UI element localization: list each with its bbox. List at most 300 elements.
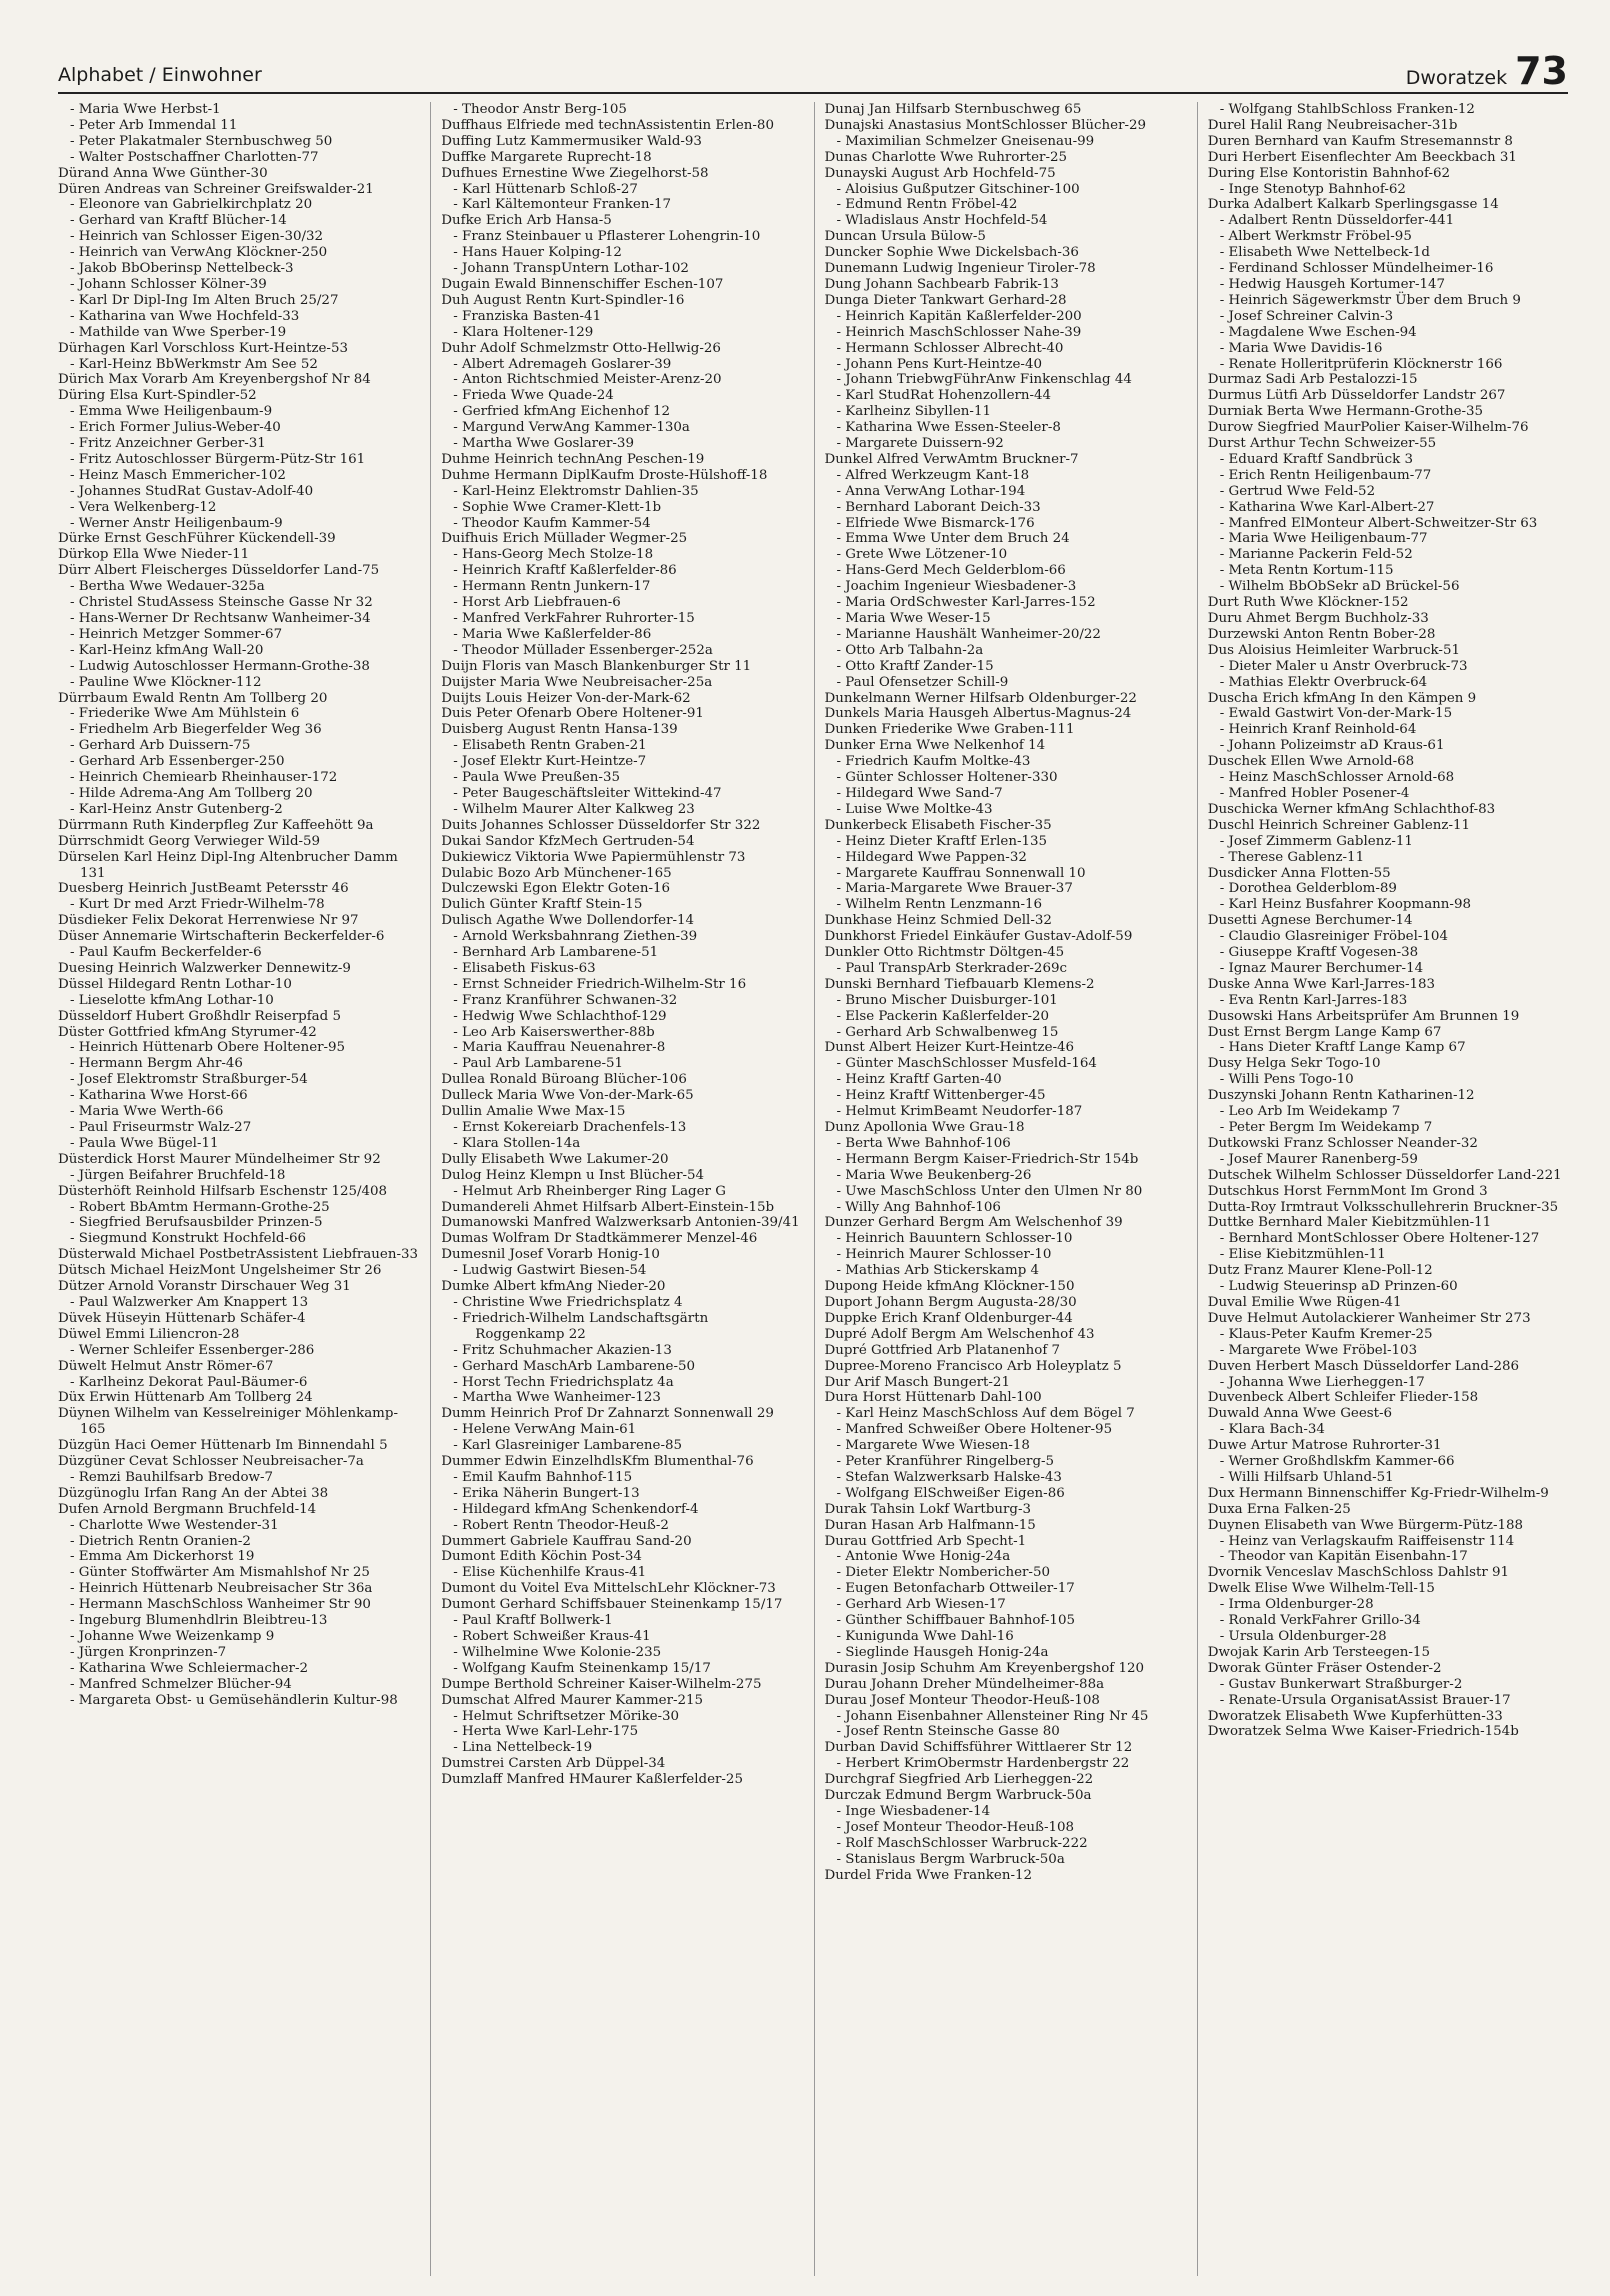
directory-entry: - Claudio Glasreiniger Fröbel-104 xyxy=(1208,929,1568,945)
directory-entry: - Karlheinz Dekorat Paul-Bäumer-6 xyxy=(58,1375,418,1391)
directory-entry: - Heinrich Maurer Schlosser-10 xyxy=(825,1247,1185,1263)
directory-entry: - Gustav Bunkerwart Straßburger-2 xyxy=(1208,1677,1568,1693)
directory-entry: Dunaj Jan Hilfsarb Sternbuschweg 65 xyxy=(824,102,1082,117)
directory-entry: - Wilhelm BbObSekr aD Brückel-56 xyxy=(1208,579,1568,595)
directory-entry: - Paul TranspArb Sterkrader-269c xyxy=(825,961,1185,977)
directory-entry: Dupré Adolf Bergm Am Welschenhof 43 xyxy=(824,1326,1095,1342)
directory-entry: Durau Gottfried Arb Specht-1 xyxy=(824,1533,1027,1549)
directory-entry: - Hermann Schlosser Albrecht-40 xyxy=(825,341,1185,357)
directory-entry: - Johann Polizeimstr aD Kraus-61 xyxy=(1208,738,1568,754)
directory-entry: - Heinz Kraftf Wittenberger-45 xyxy=(825,1088,1185,1104)
directory-entry: Dumpe Berthold Schreiner Kaiser-Wilhelm-275 xyxy=(441,1676,762,1692)
directory-entry: - Wilhelm Maurer Alter Kalkweg 23 xyxy=(441,802,801,818)
directory-entry: - Emil Kaufm Bahnhof-115 xyxy=(441,1470,801,1486)
directory-entry: Dunkerbeck Elisabeth Fischer-35 xyxy=(824,817,1052,833)
directory-entry: - Irma Oldenburger-28 xyxy=(1208,1597,1568,1613)
directory-entry: - Kunigunda Wwe Dahl-16 xyxy=(825,1629,1185,1645)
directory-entry: Dunkler Otto Richtmstr Döltgen-45 xyxy=(824,945,1065,961)
directory-entry: Duve Helmut Autolackierer Wanheimer Str 273 xyxy=(1207,1310,1531,1326)
directory-entry: - Dieter Elektr Nombericher-50 xyxy=(825,1565,1185,1581)
directory-entry: - Emma Wwe Unter dem Bruch 24 xyxy=(825,531,1185,547)
directory-entry: - Ludwig Steuerinsp aD Prinzen-60 xyxy=(1208,1279,1568,1295)
directory-entry: Dumandereli Ahmet Hilfsarb Albert-Einstein-15b xyxy=(441,1199,775,1215)
directory-entry: - Erich Former Julius-Weber-40 xyxy=(58,420,418,436)
directory-entry: Dumont du Voitel Eva MittelschLehr Klöckner-73 xyxy=(441,1581,776,1597)
directory-entry: - Hans-Georg Mech Stolze-18 xyxy=(441,547,801,563)
directory-entry: Duppke Erich Kranf Oldenburger-44 xyxy=(824,1310,1073,1326)
directory-entry: Dumm Heinrich Prof Dr Zahnarzt Sonnenwall 29 xyxy=(441,1406,774,1422)
directory-entry: - Hans Dieter Kraftf Lange Kamp 67 xyxy=(1208,1040,1568,1056)
directory-entry: - Margareta Obst- u Gemüsehändlerin Kultur-98 xyxy=(58,1693,418,1709)
directory-entry: Düx Erwin Hüttenarb Am Tollberg 24 xyxy=(58,1390,313,1406)
directory-entry: - Stefan Walzwerksarb Halske-43 xyxy=(825,1470,1185,1486)
directory-entry: - Ernst Kokereiarb Drachenfels-13 xyxy=(441,1120,801,1136)
directory-entry: Duffing Lutz Kammermusiker Wald-93 xyxy=(441,133,702,149)
directory-entry: - Elfriede Wwe Bismarck-176 xyxy=(825,516,1185,532)
directory-entry: - Maria Kauffrau Neuenahrer-8 xyxy=(441,1040,801,1056)
directory-entry: - Elisabeth Fiskus-63 xyxy=(441,961,801,977)
directory-entry: Dupré Gottfried Arb Platanenhof 7 xyxy=(824,1342,1061,1358)
directory-entry: - Heinrich Kranf Reinhold-64 xyxy=(1208,722,1568,738)
directory-entry: - Ferdinand Schlosser Mündelheimer-16 xyxy=(1208,261,1568,277)
column-4 xyxy=(1197,102,1568,2276)
directory-entry: Durzewski Anton Rentn Bober-28 xyxy=(1207,626,1436,642)
directory-entry: - Herta Wwe Karl-Lehr-175 xyxy=(441,1724,801,1740)
directory-entry: - Elisabeth Wwe Nettelbeck-1d xyxy=(1208,245,1568,261)
directory-entry: - Hermann Bergm Ahr-46 xyxy=(58,1056,418,1072)
directory-entry: Dworatzek Elisabeth Wwe Kupferhütten-33 xyxy=(1207,1708,1503,1724)
directory-entry: Dutschek Wilhelm Schlosser Düsseldorfer Land-221 xyxy=(1207,1167,1562,1183)
directory-entry: - Werner Anstr Heiligenbaum-9 xyxy=(58,516,418,532)
directory-entry: Düssel Hildegard Rentn Lothar-10 xyxy=(58,976,292,992)
directory-entry: Düster Gottfried kfmAng Styrumer-42 xyxy=(58,1024,317,1040)
directory-entry: Duncker Sophie Wwe Dickelsbach-36 xyxy=(824,245,1079,261)
directory-entry: - Peter Plakatmaler Sternbuschweg 50 xyxy=(58,134,418,150)
directory-entry: Duven Herbert Masch Düsseldorfer Land-286 xyxy=(1207,1358,1520,1374)
directory-entry: Durel Halil Rang Neubreisacher-31b xyxy=(1207,117,1458,133)
directory-entry: - Hermann MaschSchloss Wanheimer Str 90 xyxy=(58,1597,418,1613)
directory-entry: Dura Horst Hüttenarb Dahl-100 xyxy=(824,1390,1042,1406)
directory-entry: Düzgüner Cevat Schlosser Neubreisacher-7a xyxy=(58,1454,364,1470)
directory-entry: - Vera Welkenberg-12 xyxy=(58,500,418,516)
directory-entry: - Robert Schweißer Kraus-41 xyxy=(441,1629,801,1645)
directory-entry: - Horst Arb Liebfrauen-6 xyxy=(441,595,801,611)
directory-entry: - Sieglinde Hausgeh Honig-24a xyxy=(825,1645,1185,1661)
directory-entry: - Mathias Elektr Overbruck-64 xyxy=(1208,675,1568,691)
directory-entry: Düren Andreas van Schreiner Greifswalder-21 xyxy=(58,181,374,197)
directory-entry: Duri Herbert Eisenflechter Am Beeckbach 31 xyxy=(1207,149,1517,165)
directory-entry: Duffhaus Elfriede med technAssistentin Erlen-80 xyxy=(441,117,774,133)
directory-entry: - Dietrich Rentn Oranien-2 xyxy=(58,1534,418,1550)
directory-entry: Dwelk Elise Wwe Wilhelm-Tell-15 xyxy=(1207,1581,1435,1597)
directory-entry: - Adalbert Rentn Düsseldorfer-441 xyxy=(1208,213,1568,229)
directory-entry: - Hans-Gerd Mech Gelderblom-66 xyxy=(825,563,1185,579)
section-title: Alphabet / Einwohner xyxy=(58,64,262,86)
directory-entry: Duval Emilie Wwe Rügen-41 xyxy=(1207,1294,1402,1310)
directory-entry: - Friedrich Kaufm Moltke-43 xyxy=(825,754,1185,770)
keyword-heading: Dworatzek xyxy=(1405,67,1508,89)
directory-entry: - Peter Arb Immendal 11 xyxy=(58,118,418,134)
directory-entry: Duru Ahmet Bergm Buchholz-33 xyxy=(1207,611,1429,626)
directory-entry: Düwelt Helmut Anstr Römer-67 xyxy=(58,1358,274,1374)
directory-entry: - Ernst Schneider Friedrich-Wilhelm-Str 16 xyxy=(441,977,801,993)
directory-entry: Dumke Albert kfmAng Nieder-20 xyxy=(441,1279,666,1295)
directory-entry: Durst Arthur Techn Schweizer-55 xyxy=(1207,436,1437,452)
directory-entry: Duske Anna Wwe Karl-Jarres-183 xyxy=(1207,976,1436,992)
directory-entry: Düsseldorf Hubert Großhdlr Reiserpfad 5 xyxy=(58,1008,341,1024)
directory-entry: Dumesnil Josef Vorarb Honig-10 xyxy=(441,1247,660,1263)
directory-entry: - Katharina Wwe Karl-Albert-27 xyxy=(1208,500,1568,516)
directory-entry: Dunski Bernhard Tiefbauarb Klemens-2 xyxy=(824,976,1095,992)
directory-entry: - Karl Kältemonteur Franken-17 xyxy=(441,197,801,213)
directory-entry: - Katharina van Wwe Hochfeld-33 xyxy=(58,309,418,325)
directory-entry: Düwel Emmi Liliencron-28 xyxy=(58,1326,240,1342)
directory-entry: - Franziska Basten-41 xyxy=(441,309,801,325)
directory-entry: - Maria-Margarete Wwe Brauer-37 xyxy=(825,881,1185,897)
directory-entry: - Paul Walzwerker Am Knappert 13 xyxy=(58,1295,418,1311)
directory-entry: Duschl Heinrich Schreiner Gablenz-11 xyxy=(1207,817,1471,833)
directory-entry: Düsterhöft Reinhold Hilfsarb Eschenstr 125/408 xyxy=(58,1183,388,1199)
column-2 xyxy=(430,102,801,2276)
directory-entry: - Emma Wwe Heiligenbaum-9 xyxy=(58,404,418,420)
directory-entry: - Hedwig Wwe Schlachthof-129 xyxy=(441,1009,801,1025)
directory-entry: Duhme Hermann DiplKaufm Droste-Hülshoff-18 xyxy=(441,467,768,483)
directory-entry: - Marianne Haushält Wanheimer-20/22 xyxy=(825,627,1185,643)
directory-entry: - Bernhard MontSchlosser Obere Holtener-127 xyxy=(1208,1231,1568,1247)
directory-entry: Dummert Gabriele Kauffrau Sand-20 xyxy=(441,1533,692,1549)
directory-entry: - Emma Am Dickerhorst 19 xyxy=(58,1549,418,1565)
directory-entry: - Marianne Packerin Feld-52 xyxy=(1208,547,1568,563)
directory-entry: - Maximilian Schmelzer Gneisenau-99 xyxy=(825,134,1185,150)
directory-entry: Dürke Ernst GeschFührer Kückendell-39 xyxy=(58,531,336,547)
directory-entry: - Maria Wwe Herbst-1 xyxy=(58,102,418,118)
directory-entry: Dulisch Agathe Wwe Dollendorfer-14 xyxy=(441,913,695,929)
directory-entry: Dux Hermann Binnenschiffer Kg-Friedr-Wilhelm-9 xyxy=(1207,1485,1549,1501)
directory-entry: Duttke Bernhard Maler Kiebitzmühlen-11 xyxy=(1207,1215,1492,1231)
page-number: 73 xyxy=(1515,49,1568,93)
directory-entry: - Leo Arb Im Weidekamp 7 xyxy=(1208,1104,1568,1120)
directory-entry: - Ludwig Autoschlosser Hermann-Grothe-38 xyxy=(58,659,418,675)
directory-entry: Duijts Louis Heizer Von-der-Mark-62 xyxy=(441,690,691,706)
directory-entry: - Eugen Betonfacharb Ottweiler-17 xyxy=(825,1581,1185,1597)
directory-entry: - Margarete Duissern-92 xyxy=(825,436,1185,452)
directory-entry: - Paula Wwe Preußen-35 xyxy=(441,770,801,786)
directory-entry: - Karl Dr Dipl-Ing Im Alten Bruch 25/27 xyxy=(58,293,418,309)
directory-entry: - Inge Wiesbadener-14 xyxy=(825,1804,1185,1820)
directory-entry: Dully Elisabeth Wwe Lakumer-20 xyxy=(441,1151,669,1167)
directory-entry: - Karl-Heinz BbWerkmstr Am See 52 xyxy=(58,357,418,373)
directory-entry: - Klara Bach-34 xyxy=(1208,1422,1568,1438)
directory-entry: - Paul Arb Lambarene-51 xyxy=(441,1056,801,1072)
directory-entry: - Erich Rentn Heiligenbaum-77 xyxy=(1208,468,1568,484)
directory-entry: - Paula Wwe Bügel-11 xyxy=(58,1136,418,1152)
directory-entry: - Maria OrdSchwester Karl-Jarres-152 xyxy=(825,595,1185,611)
directory-entry: Dumstrei Carsten Arb Düppel-34 xyxy=(441,1756,666,1772)
directory-entry: - Josef Rentn Steinsche Gasse 80 xyxy=(825,1724,1185,1740)
directory-entry: - Hildegard kfmAng Schenkendorf-4 xyxy=(441,1502,801,1518)
directory-entry: - Maria Wwe Kaßlerfelder-86 xyxy=(441,627,801,643)
directory-entry: Dummer Edwin EinzelhdlsKfm Blumenthal-76 xyxy=(441,1454,754,1470)
directory-entry: - Klara Stollen-14a xyxy=(441,1136,801,1152)
directory-entry: Duschek Ellen Wwe Arnold-68 xyxy=(1207,754,1415,770)
directory-entry: - Willi Pens Togo-10 xyxy=(1208,1072,1568,1088)
directory-entry: - Helmut KrimBeamt Neudorfer-187 xyxy=(825,1104,1185,1120)
directory-entry: Dunz Apollonia Wwe Grau-18 xyxy=(824,1120,1025,1135)
directory-entry: - Alfred Werkzeugm Kant-18 xyxy=(825,468,1185,484)
directory-entry: Dütsch Michael HeizMont Ungelsheimer Str 26 xyxy=(58,1263,382,1279)
directory-entry: - Karl-Heinz Elektromstr Dahlien-35 xyxy=(441,484,801,500)
directory-entry: - Karl StudRat Hohenzollern-44 xyxy=(825,388,1185,404)
directory-entry: - Helmut Arb Rheinberger Ring Lager G xyxy=(441,1184,801,1200)
directory-entry: Dumont Edith Köchin Post-34 xyxy=(441,1549,642,1565)
directory-entry: Dwojak Karin Arb Tersteegen-15 xyxy=(1207,1644,1430,1660)
directory-entry: - Meta Rentn Kortum-115 xyxy=(1208,563,1568,579)
directory-entry: Duwe Artur Matrose Ruhrorter-31 xyxy=(1207,1438,1442,1454)
directory-entry: - Heinrich Sägewerkmstr Über dem Bruch 9 xyxy=(1208,293,1568,309)
directory-entry: - Dorothea Gelderblom-89 xyxy=(1208,881,1568,897)
directory-columns xyxy=(58,102,1568,2276)
directory-entry: Duschicka Werner kfmAng Schlachthof-83 xyxy=(1207,801,1496,817)
directory-entry: - Grete Wwe Lötzener-10 xyxy=(825,547,1185,563)
directory-entry: - Charlotte Wwe Westender-31 xyxy=(58,1518,418,1534)
page-header xyxy=(58,44,1568,94)
directory-entry: - Renate Holleritprüferin Klöcknerstr 166 xyxy=(1208,357,1568,373)
directory-entry: - Theodor Anstr Berg-105 xyxy=(441,102,801,118)
directory-entry: Duesing Heinrich Walzwerker Dennewitz-9 xyxy=(58,960,351,976)
directory-entry: - Johanna Wwe Lierheggen-17 xyxy=(1208,1375,1568,1391)
directory-entry: - Eva Rentn Karl-Jarres-183 xyxy=(1208,993,1568,1009)
directory-entry: Durow Siegfried MaurPolier Kaiser-Wilhelm-76 xyxy=(1207,420,1529,436)
directory-entry: Dulczewski Egon Elektr Goten-16 xyxy=(441,881,671,897)
directory-entry: - Josef Monteur Theodor-Heuß-108 xyxy=(825,1820,1185,1836)
directory-entry: Dulabic Bozo Arb Münchener-165 xyxy=(441,865,672,881)
directory-entry: - Martha Wwe Wanheimer-123 xyxy=(441,1390,801,1406)
directory-entry: - Johann Eisenbahner Allensteiner Ring Nr 45 xyxy=(825,1709,1185,1725)
directory-entry: - Heinz van Verlagskaufm Raiffeisenstr 114 xyxy=(1208,1534,1568,1550)
directory-entry: - Gerhard Arb Wiesen-17 xyxy=(825,1597,1185,1613)
directory-entry: Dusetti Agnese Berchumer-14 xyxy=(1207,913,1413,929)
directory-entry: Duhme Heinrich technAng Peschen-19 xyxy=(441,451,705,467)
directory-entry: - Elisabeth Rentn Graben-21 xyxy=(441,738,801,754)
directory-entry: - Luise Wwe Moltke-43 xyxy=(825,802,1185,818)
directory-entry: Duh August Rentn Kurt-Spindler-16 xyxy=(441,292,685,308)
directory-entry: - Paul Kaufm Beckerfelder-6 xyxy=(58,945,418,961)
directory-entry: Dulog Heinz Klempn u Inst Blücher-54 xyxy=(441,1167,705,1183)
directory-entry: Dufke Erich Arb Hansa-5 xyxy=(441,213,612,229)
directory-entry: - Bernhard Laborant Deich-33 xyxy=(825,500,1185,516)
directory-entry: Dunkhase Heinz Schmied Dell-32 xyxy=(824,913,1052,929)
directory-entry: - Wilhelm Rentn Lenzmann-16 xyxy=(825,897,1185,913)
directory-entry: - Helmut Schriftsetzer Mörike-30 xyxy=(441,1709,801,1725)
directory-entry: Duszynski Johann Rentn Katharinen-12 xyxy=(1207,1088,1475,1104)
directory-entry: - Heinrich Chemiearb Rheinhauser-172 xyxy=(58,770,418,786)
directory-entry: - Horst Techn Friedrichsplatz 4a xyxy=(441,1375,801,1391)
directory-entry: - Josef Maurer Ranenberg-59 xyxy=(1208,1152,1568,1168)
directory-entry: - Fritz Autoschlosser Bürgerm-Pütz-Str 161 xyxy=(58,452,418,468)
directory-entry: - Elise Küchenhilfe Kraus-41 xyxy=(441,1565,801,1581)
directory-entry: - Gerfried kfmAng Eichenhof 12 xyxy=(441,404,801,420)
directory-entry: - Christine Wwe Friedrichsplatz 4 xyxy=(441,1295,801,1311)
directory-entry: - Ronald VerkFahrer Grillo-34 xyxy=(1208,1613,1568,1629)
directory-entry: Durchgraf Siegfried Arb Lierheggen-22 xyxy=(824,1772,1094,1788)
directory-entry: Dumas Wolfram Dr Stadtkämmerer Menzel-46 xyxy=(441,1231,758,1247)
directory-entry: Dust Ernst Bergm Lange Kamp 67 xyxy=(1207,1024,1442,1040)
directory-entry: - Wladislaus Anstr Hochfeld-54 xyxy=(825,213,1185,229)
directory-entry: Dukiewicz Viktoria Wwe Papiermühlenstr 73 xyxy=(441,849,746,865)
directory-entry: Dürand Anna Wwe Günther-30 xyxy=(58,165,268,181)
directory-entry: - Pauline Wwe Klöckner-112 xyxy=(58,675,418,691)
directory-entry: Duhr Adolf Schmelzmstr Otto-Hellwig-26 xyxy=(441,340,721,356)
directory-entry: Dunst Albert Heizer Kurt-Heintze-46 xyxy=(824,1040,1075,1056)
directory-entry: Düzgün Haci Oemer Hüttenarb Im Binnendahl 5 xyxy=(58,1438,388,1454)
directory-entry: - Günter Schlosser Holtener-330 xyxy=(825,770,1185,786)
directory-entry: Durt Ruth Wwe Klöckner-152 xyxy=(1207,595,1409,611)
directory-entry: - Franz Steinbauer u Pflasterer Lohengrin-10 xyxy=(441,229,801,245)
directory-entry: Durka Adalbert Kalkarb Sperlingsgasse 14 xyxy=(1207,197,1499,213)
directory-entry: Dullin Amalie Wwe Max-15 xyxy=(441,1104,626,1120)
directory-entry: Duscha Erich kfmAng In den Kämpen 9 xyxy=(1207,690,1477,706)
directory-entry: - Franz Kranführer Schwanen-32 xyxy=(441,993,801,1009)
directory-entry: - Karl-Heinz kfmAng Wall-20 xyxy=(58,643,418,659)
directory-entry: - Inge Stenotyp Bahnhof-62 xyxy=(1208,182,1568,198)
directory-entry: - Josef Zimmerm Gablenz-11 xyxy=(1208,834,1568,850)
directory-entry: Dürrschmidt Georg Verwieger Wild-59 xyxy=(58,833,321,849)
directory-entry: Dutschkus Horst FernmMont Im Grond 3 xyxy=(1207,1183,1488,1199)
directory-entry: - Arnold Werksbahnrang Ziethen-39 xyxy=(441,929,801,945)
directory-entry: - Robert BbAmtm Hermann-Grothe-25 xyxy=(58,1200,418,1216)
directory-entry: - Margarete Wwe Wiesen-18 xyxy=(825,1438,1185,1454)
directory-entry: - Albert Adremageh Goslarer-39 xyxy=(441,357,801,373)
directory-entry: Duren Bernhard van Kaufm Stresemannstr 8 xyxy=(1207,133,1513,149)
directory-entry: Duynen Elisabeth van Wwe Bürgerm-Pütz-188 xyxy=(1207,1517,1524,1533)
directory-entry: - Heinrich Hüttenarb Obere Holtener-95 xyxy=(58,1040,418,1056)
directory-entry: - Eduard Kraftf Sandbrück 3 xyxy=(1208,452,1568,468)
directory-entry: - Anton Richtschmied Meister-Arenz-20 xyxy=(441,372,801,388)
directory-entry: - Katharina Wwe Schleiermacher-2 xyxy=(58,1661,418,1677)
directory-entry: Dur Arif Masch Bungert-21 xyxy=(824,1374,1010,1390)
directory-entry: Durmus Lütfi Arb Düsseldorfer Landstr 267 xyxy=(1207,388,1506,404)
directory-entry: - Ignaz Maurer Berchumer-14 xyxy=(1208,961,1568,977)
directory-entry: Dürselen Karl Heinz Dipl-Ing Altenbrucher Damm 131 xyxy=(58,849,398,881)
directory-entry: - Renate-Ursula OrganisatAssist Brauer-17 xyxy=(1208,1693,1568,1709)
directory-entry: - Katharina Wwe Essen-Steeler-8 xyxy=(825,420,1185,436)
directory-entry: - Wilhelmine Wwe Kolonie-235 xyxy=(441,1645,801,1661)
directory-entry: - Herbert KrimObermstr Hardenbergstr 22 xyxy=(825,1756,1185,1772)
directory-entry: - Wolfgang Kaufm Steinenkamp 15/17 xyxy=(441,1661,801,1677)
directory-entry: - Jakob BbOberinsp Nettelbeck-3 xyxy=(58,261,418,277)
directory-entry: - Klara Holtener-129 xyxy=(441,325,801,341)
directory-entry: Durasin Josip Schuhm Am Kreyenbergshof 120 xyxy=(824,1660,1145,1676)
directory-entry: Durmaz Sadi Arb Pestalozzi-15 xyxy=(1207,372,1418,388)
directory-entry: - Christel StudAssess Steinsche Gasse Nr 32 xyxy=(58,595,418,611)
directory-entry: - Hans Hauer Kolping-12 xyxy=(441,245,801,261)
directory-entry: - Siegfried Berufsausbilder Prinzen-5 xyxy=(58,1215,418,1231)
directory-entry: Durau Johann Dreher Mündelheimer-88a xyxy=(824,1676,1105,1692)
directory-entry: - Friedhelm Arb Biegerfelder Weg 36 xyxy=(58,722,418,738)
directory-entry: Dusy Helga Sekr Togo-10 xyxy=(1207,1056,1381,1072)
directory-entry: - Margarete Kauffrau Sonnenwall 10 xyxy=(825,866,1185,882)
directory-entry: Dupree-Moreno Francisco Arb Holeyplatz 5 xyxy=(824,1358,1122,1374)
directory-entry: - Heinz Kraftf Garten-40 xyxy=(825,1072,1185,1088)
directory-entry: - Lina Nettelbeck-19 xyxy=(441,1740,801,1756)
directory-entry: - Robert Rentn Theodor-Heuß-2 xyxy=(441,1518,801,1534)
directory-entry: - Friedrich-Wilhelm Landschaftsgärtn Roggenkamp 22 xyxy=(441,1311,801,1343)
directory-entry: - Friederike Wwe Am Mühlstein 6 xyxy=(58,706,418,722)
directory-entry: Dus Aloisius Heimleiter Warbruck-51 xyxy=(1207,642,1461,658)
directory-entry: Dunken Friederike Wwe Graben-111 xyxy=(824,722,1075,738)
directory-entry: Düser Annemarie Wirtschafterin Beckerfelder-6 xyxy=(58,929,385,945)
directory-entry: - Heinrich van Schlosser Eigen-30/32 xyxy=(58,229,418,245)
directory-entry: Düsterwald Michael PostbetrAssistent Liebfrauen-33 xyxy=(58,1247,419,1263)
directory-entry: - Johannes StudRat Gustav-Adolf-40 xyxy=(58,484,418,500)
directory-entry: Dunzer Gerhard Bergm Am Welschenhof 39 xyxy=(824,1215,1123,1231)
directory-entry: - Gertrud Wwe Feld-52 xyxy=(1208,484,1568,500)
directory-entry: Dunkelmann Werner Hilfsarb Oldenburger-22 xyxy=(824,690,1137,706)
directory-entry: - Josef Elektr Kurt-Heintze-7 xyxy=(441,754,801,770)
directory-entry: Dunkel Alfred VerwAmtm Bruckner-7 xyxy=(824,451,1079,467)
directory-entry: - Anna VerwAng Lothar-194 xyxy=(825,484,1185,500)
directory-entry: - Johann TriebwgFührAnw Finkenschlag 44 xyxy=(825,372,1185,388)
directory-entry: - Gerhard Arb Duissern-75 xyxy=(58,738,418,754)
directory-entry: Dumschat Alfred Maurer Kammer-215 xyxy=(441,1692,704,1708)
directory-entry: - Willi Hilfsarb Uhland-51 xyxy=(1208,1470,1568,1486)
directory-entry: Dumanowski Manfred Walzwerksarb Antonien-39/41 xyxy=(441,1215,800,1231)
directory-entry: - Stanislaus Bergm Warbruck-50a xyxy=(825,1852,1185,1868)
directory-entry: - Ludwig Gastwirt Biesen-54 xyxy=(441,1263,801,1279)
directory-entry: During Else Kontoristin Bahnhof-62 xyxy=(1207,165,1451,181)
directory-entry: - Remzi Bauhilfsarb Bredow-7 xyxy=(58,1470,418,1486)
directory-entry: - Erika Näherin Bungert-13 xyxy=(441,1486,801,1502)
directory-entry: Dunga Dieter Tankwart Gerhard-28 xyxy=(824,292,1067,308)
directory-entry: Dutz Franz Maurer Klene-Poll-12 xyxy=(1207,1263,1433,1279)
directory-entry: - Bruno Mischer Duisburger-101 xyxy=(825,993,1185,1009)
directory-entry: - Manfred Schweißer Obere Holtener-95 xyxy=(825,1422,1185,1438)
directory-entry: - Eleonore van Gabrielkirchplatz 20 xyxy=(58,197,418,213)
directory-entry: - Karlheinz Sibyllen-11 xyxy=(825,404,1185,420)
directory-entry: - Antonie Wwe Honig-24a xyxy=(825,1549,1185,1565)
directory-entry: - Dieter Maler u Anstr Overbruck-73 xyxy=(1208,659,1568,675)
directory-entry: Dusdicker Anna Flotten-55 xyxy=(1207,865,1391,881)
directory-entry: Durniak Berta Wwe Hermann-Grothe-35 xyxy=(1207,404,1484,420)
directory-entry: - Otto Arb Talbahn-2a xyxy=(825,643,1185,659)
directory-entry: - Werner Großhdlskfm Kammer-66 xyxy=(1208,1454,1568,1470)
directory-entry: Dürr Albert Fleischerges Düsseldorfer Land-75 xyxy=(58,563,380,579)
directory-entry: Düvek Hüseyin Hüttenarb Schäfer-4 xyxy=(58,1310,306,1326)
directory-entry: Durdel Frida Wwe Franken-12 xyxy=(824,1867,1033,1883)
directory-entry: - Hermann Rentn Junkern-17 xyxy=(441,579,801,595)
directory-entry: Dürrmann Ruth Kinderpfleg Zur Kaffeehött 9a xyxy=(58,817,374,833)
directory-entry: - Heinrich Bauuntern Schlosser-10 xyxy=(825,1231,1185,1247)
directory-entry: Duran Hasan Arb Halfmann-15 xyxy=(824,1517,1036,1533)
directory-entry: Dürhagen Karl Vorschloss Kurt-Heintze-53 xyxy=(58,340,348,356)
directory-entry: Dusowski Hans Arbeitsprüfer Am Brunnen 19 xyxy=(1207,1008,1520,1024)
directory-entry: - Mathilde van Wwe Sperber-19 xyxy=(58,325,418,341)
directory-entry: Dvornik Venceslav MaschSchloss Dahlstr 91 xyxy=(1207,1565,1510,1581)
directory-entry: - Johann TranspUntern Lothar-102 xyxy=(441,261,801,277)
directory-entry: - Hermann Bergm Kaiser-Friedrich-Str 154b xyxy=(825,1152,1185,1168)
directory-entry: Dürich Max Vorarb Am Kreyenbergshof Nr 84 xyxy=(58,372,371,388)
directory-entry: Duffke Margarete Ruprecht-18 xyxy=(441,149,652,165)
header-right xyxy=(1405,49,1568,93)
directory-entry: Dürkop Ella Wwe Nieder-11 xyxy=(58,547,250,563)
directory-entry: - Karl Heinz MaschSchloss Auf dem Bögel 7 xyxy=(825,1406,1185,1422)
directory-entry: Dukai Sandor KfzMech Gertruden-54 xyxy=(441,833,695,849)
directory-entry: - Klaus-Peter Kaufm Kremer-25 xyxy=(1208,1327,1568,1343)
directory-entry: Düynen Wilhelm van Kesselreiniger Möhlenkamp-165 xyxy=(58,1406,398,1438)
directory-entry: - Walter Postschaffner Charlotten-77 xyxy=(58,150,418,166)
directory-entry: - Kurt Dr med Arzt Friedr-Wilhelm-78 xyxy=(58,897,418,913)
directory-entry: - Wolfgang ElSchweißer Eigen-86 xyxy=(825,1486,1185,1502)
